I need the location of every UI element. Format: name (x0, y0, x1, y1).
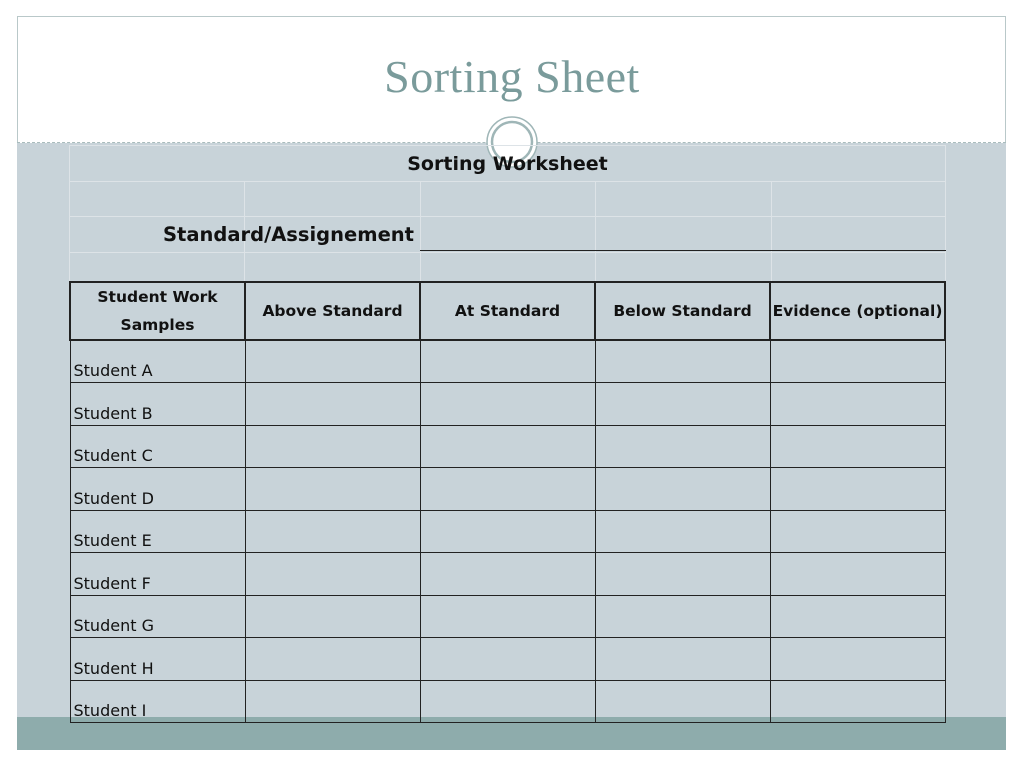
below-standard-cell[interactable] (595, 510, 770, 553)
table-row (70, 595, 945, 638)
above-standard-cell[interactable] (245, 510, 420, 553)
at-standard-cell[interactable] (420, 680, 595, 723)
below-standard-cell[interactable] (595, 595, 770, 638)
above-standard-cell[interactable] (245, 425, 420, 468)
standard-label: Standard/Assignement (162, 223, 414, 246)
column-header-at-standard: At Standard (420, 282, 595, 340)
below-standard-cell[interactable] (595, 553, 770, 596)
above-standard-cell[interactable] (245, 553, 420, 596)
above-standard-cell[interactable] (245, 340, 420, 383)
at-standard-cell[interactable] (420, 638, 595, 681)
at-standard-cell[interactable] (420, 468, 595, 511)
below-standard-cell[interactable] (595, 340, 770, 383)
gridline (69, 216, 946, 217)
at-standard-cell[interactable] (420, 340, 595, 383)
evidence-cell[interactable] (770, 383, 945, 426)
above-standard-cell[interactable] (245, 638, 420, 681)
gridline (595, 181, 596, 281)
table-row (70, 510, 945, 553)
column-header-work-samples: Student Work Samples (70, 282, 245, 340)
at-standard-cell[interactable] (420, 595, 595, 638)
at-standard-cell[interactable] (420, 383, 595, 426)
student-name-cell: Student D (70, 468, 245, 511)
column-header-evidence: Evidence (optional) (770, 282, 945, 340)
below-standard-cell[interactable] (595, 638, 770, 681)
column-header-above-standard: Above Standard (245, 282, 420, 340)
below-standard-cell[interactable] (595, 468, 770, 511)
gridline (420, 181, 421, 281)
above-standard-cell[interactable] (245, 595, 420, 638)
table-row (70, 425, 945, 468)
evidence-cell[interactable] (770, 638, 945, 681)
table-row (70, 383, 945, 426)
student-name-cell: Student I (70, 680, 245, 723)
evidence-cell[interactable] (770, 553, 945, 596)
student-name-cell: Student H (70, 638, 245, 681)
gridline (69, 181, 946, 182)
column-header-below-standard: Below Standard (595, 282, 770, 340)
table-row (70, 638, 945, 681)
evidence-cell[interactable] (770, 425, 945, 468)
table-row (70, 553, 945, 596)
gridline (69, 252, 946, 253)
worksheet-title: Sorting Worksheet (407, 153, 608, 175)
above-standard-cell[interactable] (245, 680, 420, 723)
at-standard-cell[interactable] (420, 425, 595, 468)
table-row (70, 340, 945, 383)
below-standard-cell[interactable] (595, 680, 770, 723)
evidence-cell[interactable] (770, 680, 945, 723)
gridline (771, 181, 772, 281)
evidence-cell[interactable] (770, 595, 945, 638)
table-header-row (70, 282, 945, 340)
student-name-cell: Student G (70, 595, 245, 638)
below-standard-cell[interactable] (595, 383, 770, 426)
gridline (69, 145, 946, 146)
above-standard-cell[interactable] (245, 383, 420, 426)
student-name-cell: Student B (70, 383, 245, 426)
slide-title: Sorting Sheet (384, 51, 640, 102)
student-name-cell: Student F (70, 553, 245, 596)
sorting-table (69, 281, 946, 723)
student-name-cell: Student E (70, 510, 245, 553)
table-row (70, 468, 945, 511)
evidence-cell[interactable] (770, 340, 945, 383)
at-standard-cell[interactable] (420, 510, 595, 553)
student-name-cell: Student A (70, 340, 245, 383)
table-row (70, 680, 945, 723)
evidence-cell[interactable] (770, 510, 945, 553)
student-name-cell: Student C (70, 425, 245, 468)
at-standard-cell[interactable] (420, 553, 595, 596)
standard-fill-line[interactable] (420, 250, 946, 251)
below-standard-cell[interactable] (595, 425, 770, 468)
worksheet (69, 145, 946, 721)
above-standard-cell[interactable] (245, 468, 420, 511)
evidence-cell[interactable] (770, 468, 945, 511)
